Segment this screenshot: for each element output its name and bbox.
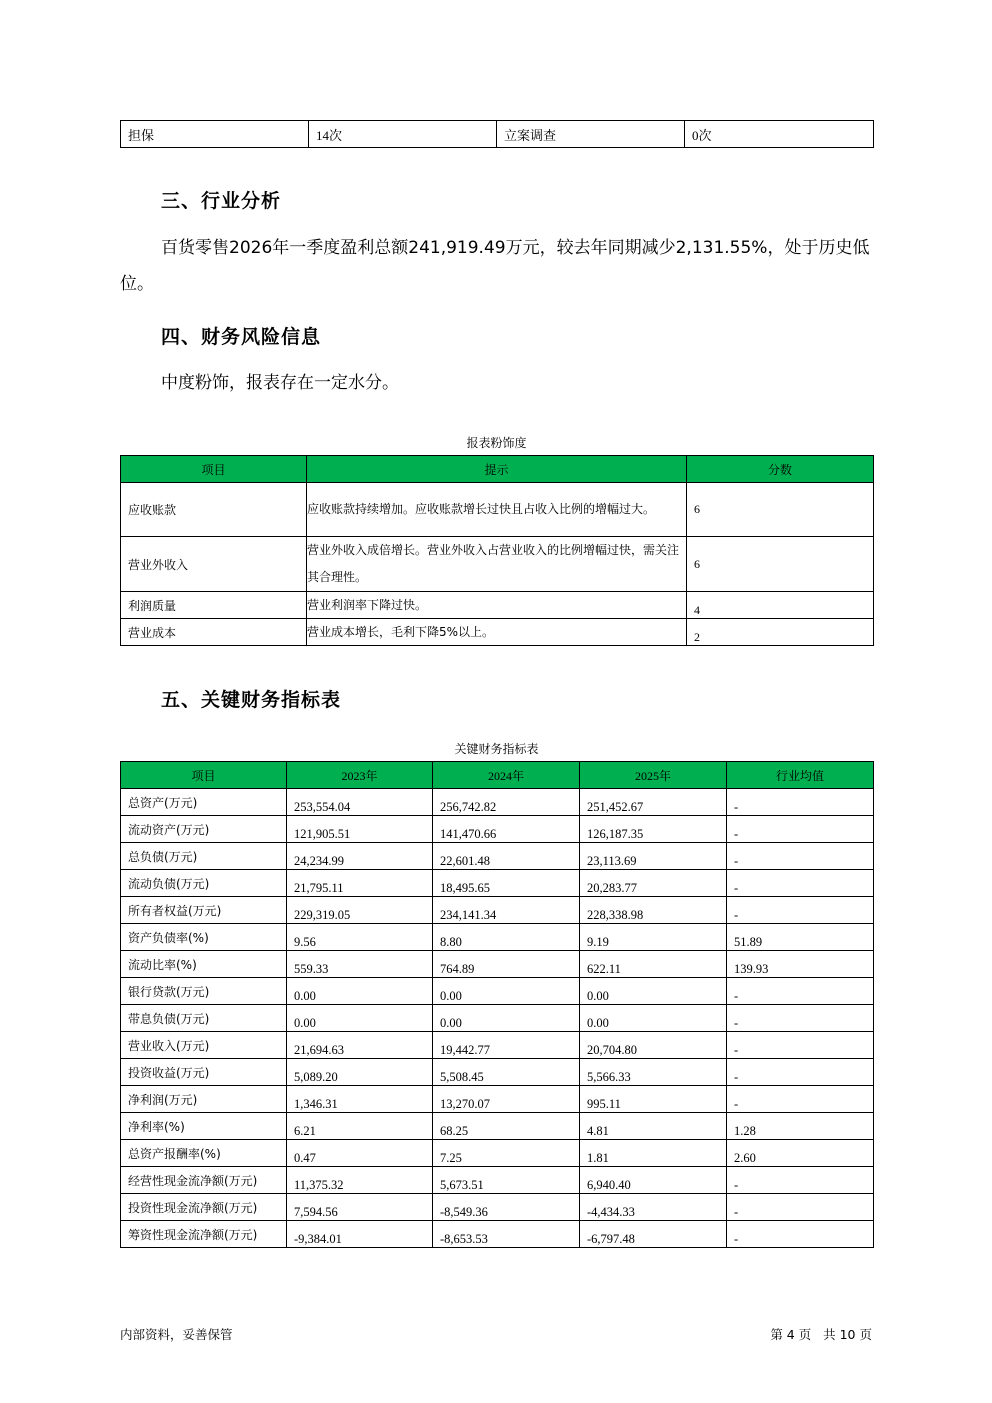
table-cell: - — [727, 870, 874, 897]
paragraph-line: 位。 — [120, 274, 154, 294]
table-cell: 总资产报酬率(%) — [121, 1140, 287, 1167]
table-cell: 24,234.99 — [287, 843, 433, 870]
table-cell: 0.00 — [433, 1005, 580, 1032]
table-cell: 622.11 — [580, 951, 727, 978]
table-cell: 营业利润率下降过快。 — [307, 592, 687, 619]
table-cell: 营业收入(万元) — [121, 1032, 287, 1059]
table-cell: 6.21 — [287, 1113, 433, 1140]
table-row — [121, 897, 874, 924]
table-cell: 净利率(%) — [121, 1113, 287, 1140]
table-cell: 9.19 — [580, 924, 727, 951]
table-row — [121, 537, 874, 592]
table-cell: 6,940.40 — [580, 1167, 727, 1194]
column-header: 2024年 — [433, 762, 580, 789]
column-header: 2025年 — [580, 762, 727, 789]
table-cell: 51.89 — [727, 924, 874, 951]
table-cell: 141,470.66 — [433, 816, 580, 843]
table-cell: 5,089.20 — [287, 1059, 433, 1086]
table-cell: 1,346.31 — [287, 1086, 433, 1113]
table-row — [121, 592, 874, 619]
table-cell: 应收账款 — [121, 483, 307, 537]
table-cell: 13,270.07 — [433, 1086, 580, 1113]
risk-table — [120, 455, 874, 646]
table-cell: 8.80 — [433, 924, 580, 951]
table-cell: 6 — [687, 483, 874, 537]
table-cell: 228,338.98 — [580, 897, 727, 924]
table-cell: 1.28 — [727, 1113, 874, 1140]
table-cell: 68.25 — [433, 1113, 580, 1140]
table-cell: 6 — [687, 537, 874, 592]
table-cell: 营业成本增长，毛利下降5%以上。 — [307, 619, 687, 646]
table-cell: 带息负债(万元) — [121, 1005, 287, 1032]
table-cell: - — [727, 1167, 874, 1194]
table-cell: 投资收益(万元) — [121, 1059, 287, 1086]
table-caption: 报表粉饰度 — [466, 436, 527, 450]
table-cell: 5,673.51 — [433, 1167, 580, 1194]
table-cell: 资产负债率(%) — [121, 924, 287, 951]
table-cell: 0.47 — [287, 1140, 433, 1167]
column-header: 项目 — [121, 456, 307, 483]
table-cell: 0.00 — [433, 978, 580, 1005]
table-cell: 担保 — [121, 121, 309, 148]
table-cell: 22,601.48 — [433, 843, 580, 870]
section-heading-industry: 三、行业分析 — [161, 190, 282, 212]
table-row — [121, 483, 874, 537]
table-cell: -9,384.01 — [287, 1221, 433, 1248]
table-row — [121, 870, 874, 897]
table-cell: - — [727, 1194, 874, 1221]
table-cell: - — [727, 897, 874, 924]
table-cell: 投资性现金流净额(万元) — [121, 1194, 287, 1221]
table-cell: 23,113.69 — [580, 843, 727, 870]
table-row — [121, 978, 874, 1005]
table-cell: 139.93 — [727, 951, 874, 978]
table-cell: - — [727, 1059, 874, 1086]
table-header-row — [121, 456, 874, 483]
table-row — [121, 1221, 874, 1248]
table-cell: - — [727, 789, 874, 816]
table-row — [121, 1005, 874, 1032]
table-cell: - — [727, 1086, 874, 1113]
table-cell: 20,704.80 — [580, 1032, 727, 1059]
table-cell: 21,795.11 — [287, 870, 433, 897]
table-cell: 126,187.35 — [580, 816, 727, 843]
table-cell: - — [727, 816, 874, 843]
table-cell: 0.00 — [287, 978, 433, 1005]
table-row — [121, 951, 874, 978]
table-cell: 0.00 — [287, 1005, 433, 1032]
table-cell: 1.81 — [580, 1140, 727, 1167]
table-cell: 14次 — [309, 121, 497, 148]
footer-left: 内部资料，妥善保管 — [120, 1327, 233, 1342]
table-cell: 筹资性现金流净额(万元) — [121, 1221, 287, 1248]
table-cell: 7.25 — [433, 1140, 580, 1167]
table-row — [121, 843, 874, 870]
table-cell: 流动比率(%) — [121, 951, 287, 978]
table-cell: -8,549.36 — [433, 1194, 580, 1221]
table-cell: 20,283.77 — [580, 870, 727, 897]
table-row — [121, 924, 874, 951]
column-header: 2023年 — [287, 762, 433, 789]
table-cell: 234,141.34 — [433, 897, 580, 924]
table-cell: 所有者权益(万元) — [121, 897, 287, 924]
table-cell: - — [727, 978, 874, 1005]
table-cell: 21,694.63 — [287, 1032, 433, 1059]
table-cell: 7,594.56 — [287, 1194, 433, 1221]
table-cell: 2.60 — [727, 1140, 874, 1167]
table-cell: 253,554.04 — [287, 789, 433, 816]
table-cell: 应收账款持续增加。应收账款增长过快且占收入比例的增幅过大。 — [307, 483, 687, 537]
section-heading-risk: 四、财务风险信息 — [161, 326, 322, 348]
table-cell: 营业外收入 — [121, 537, 307, 592]
table-row — [121, 816, 874, 843]
table-cell: 18,495.65 — [433, 870, 580, 897]
table-cell: 立案调查 — [497, 121, 685, 148]
table-cell: 251,452.67 — [580, 789, 727, 816]
table-cell: 营业成本 — [121, 619, 307, 646]
table-cell: 256,742.82 — [433, 789, 580, 816]
guarantee-table — [120, 120, 874, 148]
table-row — [121, 1032, 874, 1059]
column-header: 项目 — [121, 762, 287, 789]
table-row — [121, 1086, 874, 1113]
table-cell: 0.00 — [580, 1005, 727, 1032]
table-cell: - — [727, 1005, 874, 1032]
table-row — [121, 1059, 874, 1086]
table-row — [121, 121, 874, 148]
table-cell: 流动负债(万元) — [121, 870, 287, 897]
table-cell: 0.00 — [580, 978, 727, 1005]
table-cell: 营业外收入成倍增长。营业外收入占营业收入的比例增幅过快，需关注其合理性。 — [307, 537, 687, 592]
table-row — [121, 1113, 874, 1140]
table-cell: - — [727, 1221, 874, 1248]
table-cell: 9.56 — [287, 924, 433, 951]
table-cell: 764.89 — [433, 951, 580, 978]
table-header-row — [121, 762, 874, 789]
table-cell: 流动资产(万元) — [121, 816, 287, 843]
section-heading-kpi: 五、关键财务指标表 — [161, 689, 342, 711]
table-cell: 121,905.51 — [287, 816, 433, 843]
table-cell: 总负债(万元) — [121, 843, 287, 870]
column-header: 分数 — [687, 456, 874, 483]
table-cell: 5,508.45 — [433, 1059, 580, 1086]
table-caption: 关键财务指标表 — [454, 742, 539, 756]
table-cell: -8,653.53 — [433, 1221, 580, 1248]
table-row — [121, 1167, 874, 1194]
table-cell: 净利润(万元) — [121, 1086, 287, 1113]
table-row — [121, 1140, 874, 1167]
kpi-table — [120, 761, 874, 1248]
table-cell: 2 — [687, 619, 874, 646]
table-row — [121, 619, 874, 646]
table-cell: - — [727, 843, 874, 870]
table-row — [121, 789, 874, 816]
table-cell: 银行贷款(万元) — [121, 978, 287, 1005]
table-cell: 229,319.05 — [287, 897, 433, 924]
table-cell: 11,375.32 — [287, 1167, 433, 1194]
paragraph-line: 百货零售2026年一季度盈利总额241,919.49万元，较去年同期减少2,131.55%，处于历史低 — [161, 238, 870, 258]
table-cell: 总资产(万元) — [121, 789, 287, 816]
footer-page-number: 第 4 页 共 10 页 — [770, 1327, 872, 1342]
paragraph-line: 中度粉饰，报表存在一定水分。 — [161, 373, 399, 393]
table-cell: 4 — [687, 592, 874, 619]
table-cell: 0次 — [685, 121, 874, 148]
column-header: 行业均值 — [727, 762, 874, 789]
table-cell: 利润质量 — [121, 592, 307, 619]
table-cell: 995.11 — [580, 1086, 727, 1113]
column-header: 提示 — [307, 456, 687, 483]
table-cell: 5,566.33 — [580, 1059, 727, 1086]
table-cell: 559.33 — [287, 951, 433, 978]
table-cell: 19,442.77 — [433, 1032, 580, 1059]
table-cell: - — [727, 1032, 874, 1059]
table-cell: 经营性现金流净额(万元) — [121, 1167, 287, 1194]
table-cell: 4.81 — [580, 1113, 727, 1140]
table-cell: -4,434.33 — [580, 1194, 727, 1221]
table-cell: -6,797.48 — [580, 1221, 727, 1248]
table-row — [121, 1194, 874, 1221]
